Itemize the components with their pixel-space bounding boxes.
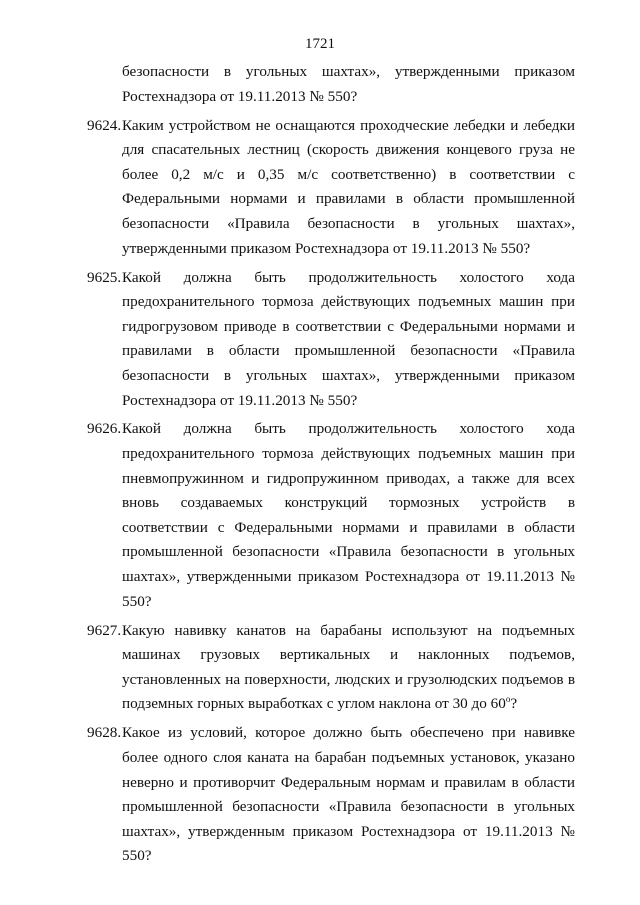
question-text-end: ? <box>510 695 518 713</box>
question-number: 9625. <box>87 268 122 286</box>
question-number: 9624. <box>87 116 122 134</box>
question-number: 9627. <box>87 621 122 639</box>
question-text: Какое из условий, которое должно быть обеспечено при навивке более одного слоя каната на барабан подъемных установок, указано неверно и противорчит Федеральным нормам и правилам в области промышленной безопасности «Правила безопасности в угольных шахтах», утвержденным приказом Ростехнадзора от 19.11.2013 № 550? <box>122 724 575 865</box>
question-text-wrapper <box>122 619 575 717</box>
question-9628 <box>87 721 575 869</box>
question-text: Какую навивку канатов на барабаны используют на подъемных машинах грузовых вертикальных и наклонных подъемов, установленных на поверхности, людских и грузолюдских подъемов в подземных горных выработках с углом наклона от 30 до 60 <box>122 621 575 713</box>
degree-superscript: о <box>505 694 511 705</box>
question-9624 <box>87 114 575 262</box>
question-9627 <box>87 619 575 717</box>
question-text: Каким устройством не оснащаются проходческие лебедки и лебедки для спасательных лестниц (скорость движения концевого груза не более 0,2 м/с и 0,35 м/с соответственно) в соответствии с Федеральными нормами и правилами в области промышленной безопасности «Правила безопасности в угольных шахтах», утвержденными приказом Ростехнадзора от 19.11.2013 № 550? <box>122 116 575 257</box>
question-number: 9628. <box>87 724 122 742</box>
question-9626 <box>87 417 575 614</box>
question-9625 <box>87 266 575 414</box>
question-text: Какой должна быть продолжительность холостого хода предохранительного тормоза действующих подъемных машин при гидрогрузовом приводе в соответствии с Федеральными нормами и правилами в области промышленной безопасности «Правила безопасности в угольных шахтах», утвержденными приказом Ростехнадзора от 19.11.2013 № 550? <box>122 268 575 409</box>
page-content <box>87 60 575 869</box>
question-text: Какой должна быть продолжительность холостого хода предохранительного тормоза действующих подъемных машин при пневмопружинном и гидропружинном приводах, а также для всех вновь создаваемых конструкций тормозных устройств в соответствии с Федеральными нормами и правилами в области промышленной безопасности «Правила безопасности в угольных шахтах», утвержденными приказом Ростехнадзора от 19.11.2013 № 550? <box>122 420 575 610</box>
page-number: 1721 <box>305 36 335 52</box>
question-number: 9626. <box>87 420 122 438</box>
continuation-paragraph: безопасности в угольных шахтах», утвержденными приказом Ростехнадзора от 19.11.2013 № 550? <box>122 63 575 105</box>
